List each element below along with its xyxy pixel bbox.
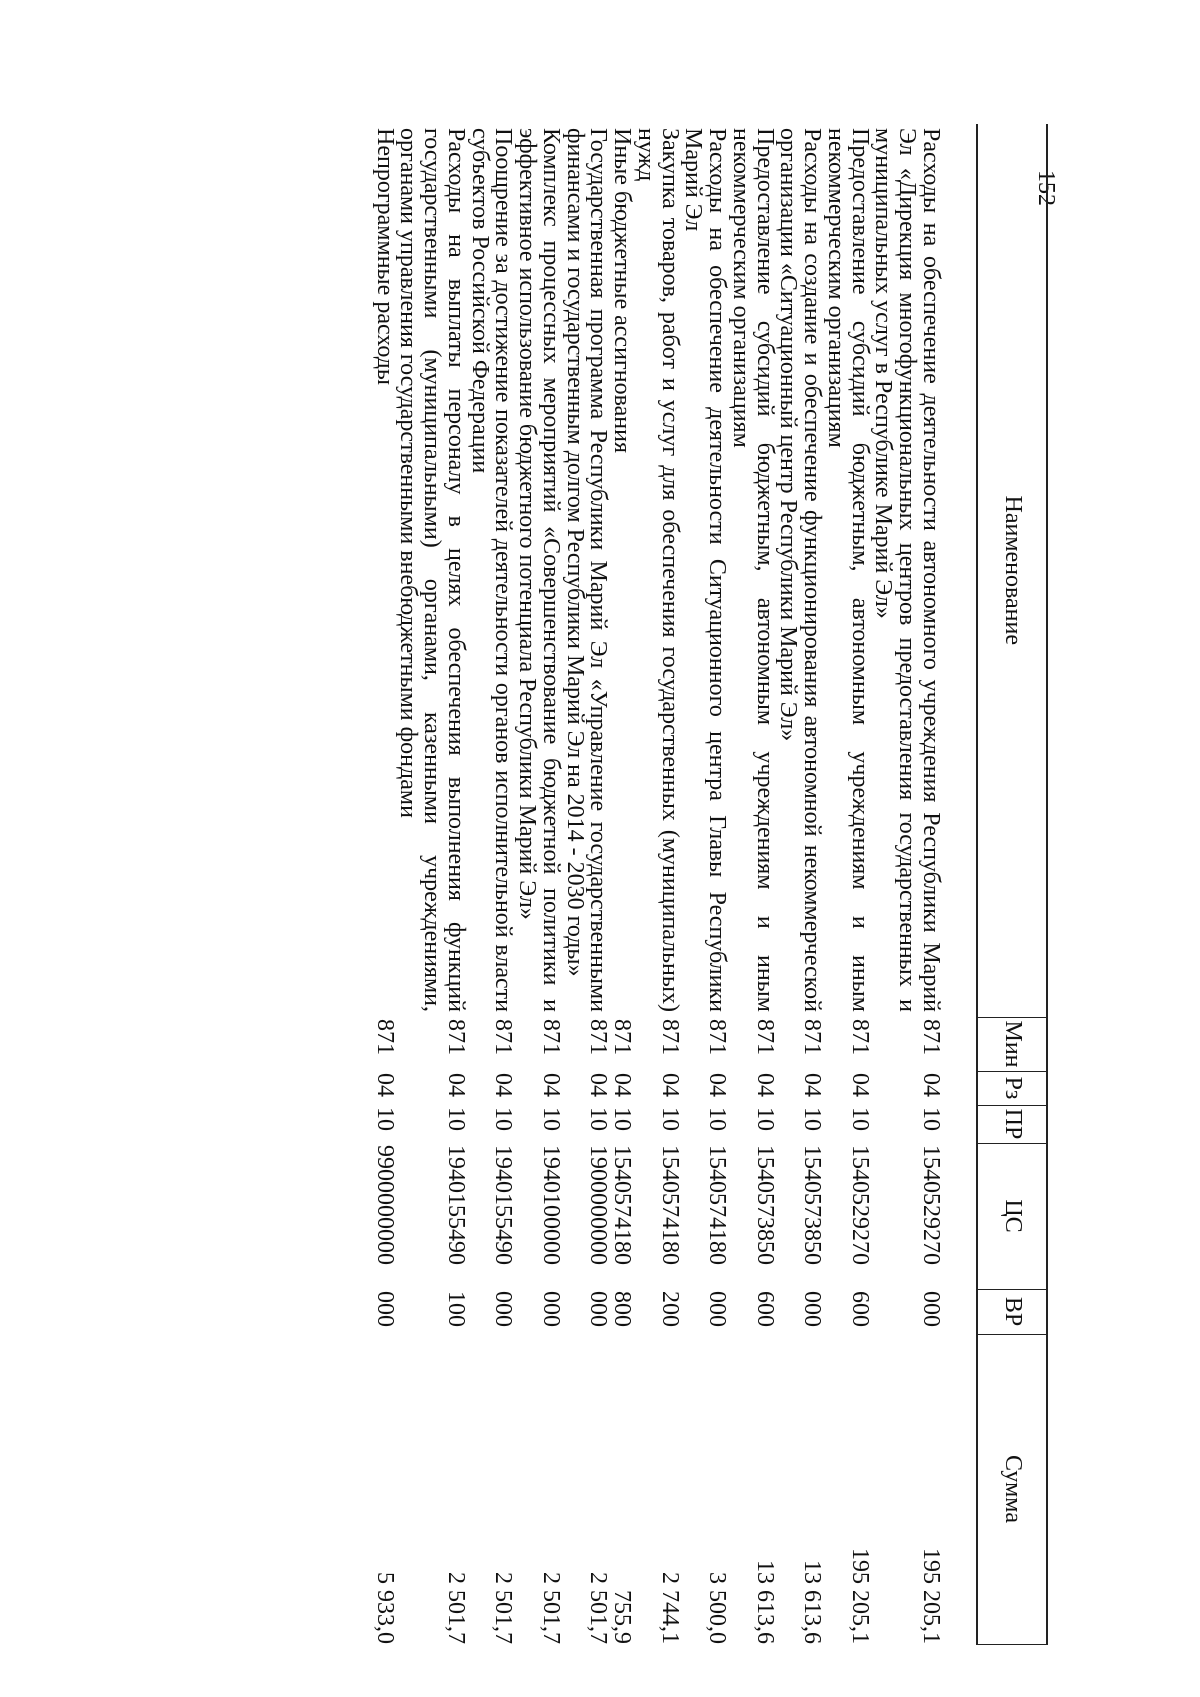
row-vr: 000 — [585, 1291, 612, 1327]
row-vr: 600 — [751, 1291, 778, 1327]
row-rz: 04 — [371, 1073, 398, 1097]
row-vr: 000 — [538, 1291, 564, 1327]
row-cs: 1540573850 — [799, 1145, 826, 1265]
row-pr: 10 — [799, 1107, 826, 1131]
row-name: Расходы на обеспечение деятельности Ситуационного центра Главы Республики Марий Эл — [680, 128, 731, 1012]
row-vr: 100 — [443, 1291, 469, 1327]
row-min: 871 — [704, 1019, 731, 1055]
row-cs: 1540573850 — [751, 1145, 778, 1265]
table-row — [633, 124, 681, 1644]
row-sum: 2 501,7 — [490, 1572, 517, 1644]
row-rz: 04 — [656, 1073, 683, 1097]
row-min: 871 — [609, 1019, 636, 1055]
row-vr: 600 — [846, 1291, 873, 1327]
row-min: 871 — [799, 1019, 826, 1055]
row-rz: 04 — [490, 1073, 517, 1097]
row-name: Непрограммные расходы — [371, 128, 398, 386]
row-pr: 10 — [846, 1107, 873, 1131]
row-min: 871 — [751, 1019, 778, 1055]
row-min: 871 — [538, 1019, 564, 1055]
table-row — [562, 124, 610, 1644]
row-min: 871 — [490, 1019, 517, 1055]
row-sum: 195 205,1 — [918, 1548, 944, 1644]
row-min: 871 — [656, 1019, 683, 1055]
table-header-row — [977, 124, 1047, 1644]
row-pr: 10 — [538, 1107, 564, 1131]
row-cs: 9900000000 — [371, 1145, 398, 1265]
header-sum: Сумма — [977, 1334, 1047, 1644]
row-cs: 1540574180 — [656, 1145, 683, 1265]
table-row — [372, 124, 396, 1644]
row-pr: 10 — [443, 1107, 469, 1131]
table-row — [823, 124, 871, 1644]
row-cs: 1540574180 — [609, 1145, 636, 1265]
row-vr: 000 — [918, 1291, 944, 1327]
row-sum: 5 933,0 — [371, 1572, 398, 1644]
row-name: Государственная программа Республики Марий Эл «Управление государственными финансами и государственным долгом Республики Марий Эл на 2014 - 2030 годы» — [561, 128, 612, 1012]
row-name: Расходы на создание и обеспечение функционирования автономной некоммерческой организации «Ситуационный центр Республики Марий Эл» — [775, 128, 826, 1012]
row-sum: 755,9 — [609, 1590, 636, 1644]
row-rz: 04 — [538, 1073, 564, 1097]
table-row — [396, 124, 467, 1644]
table-body — [372, 124, 977, 1644]
row-rz: 04 — [799, 1073, 826, 1097]
row-min: 871 — [371, 1019, 398, 1055]
row-vr: 200 — [656, 1291, 683, 1327]
row-cs: 1540529270 — [918, 1145, 944, 1265]
row-vr: 000 — [799, 1291, 826, 1327]
row-sum: 13 613,6 — [751, 1560, 778, 1644]
row-pr: 10 — [371, 1107, 398, 1131]
row-min: 871 — [585, 1019, 612, 1055]
row-rz: 04 — [609, 1073, 636, 1097]
row-pr: 10 — [918, 1107, 944, 1131]
row-cs: 1940100000 — [538, 1145, 564, 1265]
row-name: Предоставление субсидий бюджетным, автономным учреждениям и иным некоммерческим организациям — [823, 128, 873, 1012]
row-rz: 04 — [704, 1073, 731, 1097]
row-cs: 1540574180 — [704, 1145, 731, 1265]
header-rz: Рз — [977, 1071, 1047, 1105]
table-row — [515, 124, 563, 1644]
row-sum: 2 501,7 — [538, 1572, 564, 1644]
row-rz: 04 — [751, 1073, 778, 1097]
row-cs: 1900000000 — [585, 1145, 612, 1265]
row-sum: 2 744,1 — [656, 1572, 683, 1644]
row-cs: 1940155490 — [490, 1145, 517, 1265]
table-row — [681, 124, 729, 1644]
header-min: Мин — [977, 1017, 1047, 1071]
row-pr: 10 — [656, 1107, 683, 1131]
row-pr: 10 — [490, 1107, 517, 1131]
table-row — [728, 124, 776, 1644]
row-name: Расходы на выплаты персоналу в целях обеспечения выполнения функций государственными (муниципальными) органами, казенными учреждениями, органами управления государственными внебюджетными фондами — [395, 128, 469, 1012]
row-min: 871 — [846, 1019, 873, 1055]
row-sum: 13 613,6 — [799, 1560, 826, 1644]
row-name: Предоставление субсидий бюджетным, автономным учреждениям и иным некоммерческим организациям — [728, 128, 778, 1012]
row-vr: 000 — [704, 1291, 731, 1327]
row-vr: 000 — [371, 1291, 398, 1327]
table-row — [871, 124, 977, 1644]
row-rz: 04 — [443, 1073, 469, 1097]
row-sum: 2 501,7 — [585, 1572, 612, 1644]
row-name: Комплекс процессных мероприятий «Совершенствование бюджетной политики и эффективное использование бюджетного потенциала Республики Марий Эл» — [514, 128, 564, 1012]
header-name: Наименование — [977, 124, 1047, 1017]
row-sum: 195 205,1 — [846, 1548, 873, 1644]
row-name: Закупка товаров, работ и услуг для обеспечения государственных (муниципальных) нужд — [633, 128, 683, 1012]
row-vr: 000 — [490, 1291, 517, 1327]
row-rz: 04 — [846, 1073, 873, 1097]
row-vr: 800 — [609, 1291, 636, 1327]
row-name: Поощрение за достижение показателей деятельности органов исполнительной власти субъектов Российской Федерации — [466, 128, 517, 1012]
table-header — [977, 124, 1047, 1644]
rotated-budget-table-wrapper — [372, 124, 1048, 1644]
header-cs: ЦС — [977, 1143, 1047, 1289]
row-pr: 10 — [609, 1107, 636, 1131]
budget-table — [372, 124, 1048, 1645]
row-cs: 1940155490 — [443, 1145, 469, 1265]
row-rz: 04 — [918, 1073, 944, 1097]
table-row — [776, 124, 824, 1644]
row-pr: 10 — [751, 1107, 778, 1131]
header-vr: ВР — [977, 1289, 1047, 1334]
row-sum: 3 500,0 — [704, 1572, 731, 1644]
header-pr: ПР — [977, 1105, 1047, 1143]
row-name: Расходы на обеспечение деятельности автономного учреждения Республики Марий Эл «Дирекция многофункциональных центров предоставления государственных и муниципальных услуг в Республике Марий Эл» — [870, 128, 944, 1012]
table-row — [467, 124, 515, 1644]
row-sum: 2 501,7 — [443, 1572, 469, 1644]
row-rz: 04 — [585, 1073, 612, 1097]
row-min: 871 — [443, 1019, 469, 1055]
row-pr: 10 — [585, 1107, 612, 1131]
row-cs: 1540529270 — [846, 1145, 873, 1265]
table-row — [610, 124, 634, 1644]
row-name: Иные бюджетные ассигнования — [609, 128, 636, 453]
page-number: 152 — [1033, 170, 1059, 206]
row-min: 871 — [918, 1019, 944, 1055]
row-pr: 10 — [704, 1107, 731, 1131]
